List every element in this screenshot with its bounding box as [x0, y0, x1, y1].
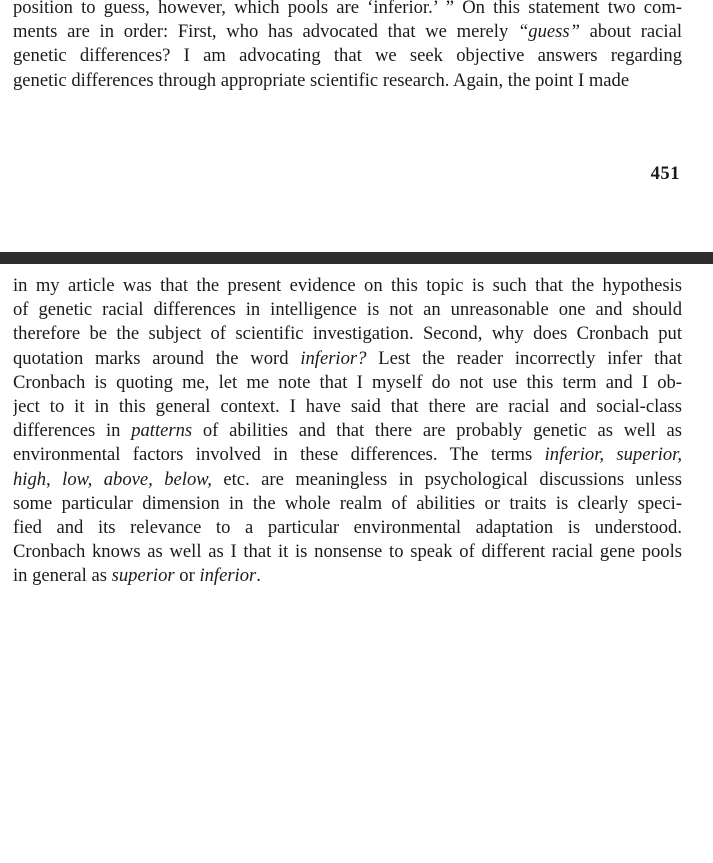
- text-line: [13, 0, 682, 20]
- text-line: [13, 44, 682, 68]
- text-line: [13, 468, 682, 492]
- text-segment: quotation marks around the word: [13, 347, 301, 369]
- text-line: [13, 540, 682, 564]
- text-segment: fied and its relevance to a particular environmental adaptation is understood.: [13, 516, 682, 538]
- text-segment: or: [174, 565, 200, 587]
- text-segment: environmental factors involved in these differences. The terms: [13, 444, 545, 466]
- text-segment: genetic differences? I am advocating that we seek objective answers regarding: [13, 45, 682, 67]
- italic-text: superior: [111, 565, 175, 587]
- page-divider: [0, 252, 713, 264]
- text-segment: Cronbach knows as well as I that it is nonsense to speak of different racial gene pools: [13, 541, 682, 563]
- text-segment: about racial: [579, 21, 682, 43]
- text-segment: in general as: [13, 565, 112, 587]
- text-segment: ject to it in this general context. I have said that there are racial and social-class: [13, 395, 682, 417]
- text-line: [13, 443, 682, 467]
- text-line: [13, 395, 682, 419]
- italic-text: high, low, above, below,: [13, 468, 212, 490]
- italic-text: inferior, superior,: [544, 444, 682, 466]
- page-top: [0, 0, 713, 252]
- text-segment: Cronbach is quoting me, let me note that I myself do not use this term and I ob-: [13, 371, 682, 393]
- text-segment: therefore be the subject of scientific investigation. Second, why does Cronbach put: [13, 323, 682, 345]
- text-segment: in my article was that the present evidence on this topic is such that the hypothesis: [13, 275, 682, 296]
- text-segment: etc. are meaningless in psychological discussions unless: [211, 468, 682, 490]
- text-line: [13, 419, 682, 443]
- text-line: [13, 564, 682, 588]
- text-line: [13, 274, 682, 298]
- italic-text: inferior: [199, 565, 257, 587]
- top-page-text: [13, 0, 682, 93]
- text-line: [13, 492, 682, 516]
- text-segment: some particular dimension in the whole realm of abilities or traits is clearly speci-: [13, 492, 682, 514]
- text-segment: of abilities and that there are probably genetic as well as: [192, 420, 682, 442]
- text-segment: of genetic racial differences in intelligence is not an unreasonable one and should: [13, 299, 682, 321]
- italic-text: “guess”: [517, 21, 580, 43]
- text-line: [13, 69, 682, 93]
- text-segment: differences in: [13, 420, 132, 442]
- text-segment: Lest the reader incorrectly infer that: [366, 347, 682, 369]
- text-line: [13, 322, 682, 346]
- text-segment: genetic differences through appropriate scientific research. Again, the point I made: [13, 69, 630, 91]
- italic-text: patterns: [131, 420, 193, 442]
- text-line: [13, 516, 682, 540]
- text-line: [13, 347, 682, 371]
- text-line: [13, 298, 682, 322]
- text-line: [13, 371, 682, 395]
- bottom-page-text: [13, 274, 682, 588]
- text-segment: position to guess, however, which pools are ‘inferior.’ ” On this statement two com-: [13, 0, 682, 18]
- italic-text: inferior?: [300, 347, 367, 369]
- text-segment: ments are in order: First, who has advocated that we merely: [13, 21, 518, 43]
- text-line: [13, 20, 682, 44]
- text-segment: .: [256, 565, 261, 587]
- page-number: 451: [650, 163, 680, 184]
